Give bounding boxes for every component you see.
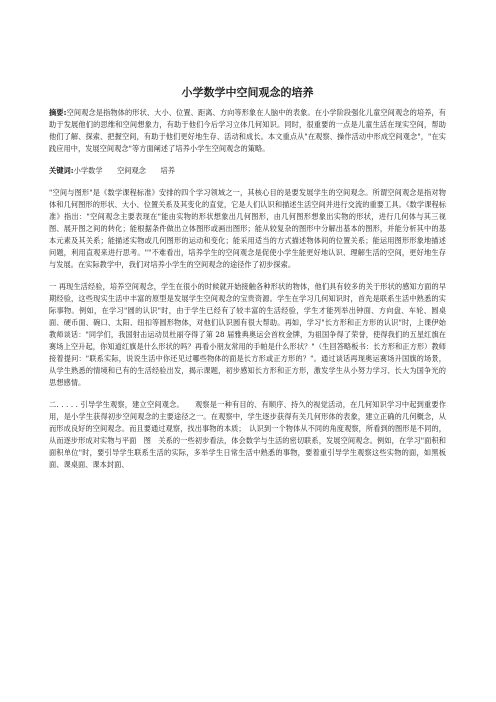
body-paragraph-1: "空间与图形"是《数学课程标准》安排的四个学习领域之一，其核心目的是要发展学生的空间观念。所谓空间观念是指对物体和几何图形的形状、大小、位置关系及其变化的直觉，它是人们认识和描述生活空间并进行交流的重要工具。《数学课程标准》指出："空间观念主要表现在"能由实物的形状想象出几何图形，由几何图形想象出实物的形状，进行几何体与其三视图、展开图之间的转化；能根据条件做出立体图形或画出图形；能从较复杂的图形中分解出基本的图形，并能分析其中的基本元素及其关系；能描述实物或几何图形的运动和变化；能采用适当的方式描述物体间的位置关系；能运用图形形象地描述问题，利用直观来进行思考。""不难看出，培养学生的空间观念是促使小学生能更好地认识、理解生活的空间，更好地生存与发展。在实际教学中，我们对培养小学生的空间观念的途径作了初步探索。 (49, 188, 446, 269)
document-title: 小学数学中空间观念的培养 (181, 86, 314, 99)
abstract-label: 摘要: (49, 108, 67, 117)
keywords-text: 小学数学 空间观念 培养 (73, 166, 175, 175)
keywords (49, 165, 446, 177)
keywords-label: 关键词: (49, 166, 74, 175)
body-paragraph-2: 一 再现生活经验，培养空间观念，学生在很小的时候就开始接触各种形状的物体，他们具有较多的关于形状的感知方面的早期经验，这些现实生活中丰富的原型是发展学生空间观念的宝贵资源。学生在学习几何知识时，首先是联系生活中熟悉的实际事物。例如，在学习"圆的认识"时，由于学生已经有了较丰富的生活经验，学生才能列举出钟面、方向盘、车轮、圆桌面、硬币面、碗口、太阳、纽扣等圆形物体，对他们认识圆有很大帮助。再如，学习"长方形和正方形的认识"时，上课伊始教师谈话："同学们，我国射击运动员杜丽夺得了第 28 届雅典奥运会首枚金牌，为祖国争得了荣誉，使得我们的五星红旗在赛场上空升起，你知道红旗是什么形状的吗？再看小朋友常用的手帕是什么形状？"（生回答略板书：长方形和正方形）教师接着提问："联系实际，说说生活中你还见过哪些物体的面是长方形或正方形的？"。通过谈话再现奥运赛场升国旗的场景，从学生熟悉的情境和已有的生活经验出发，揭示课题，初步感知长方形和正方形，激发学生从小努力学习、长大为国争光的思想感情。 (49, 282, 446, 387)
body-paragraph-3: 二. . . . . 引导学生观察，建立空间观念。 观察是一种有目的、有顺序、持久的视觉活动，在几何知识学习中起到重要作用，是小学生获得初步空间观念的主要途径之一。在观察中，学生逐步获得有关几何形体的表象，建立正确的几何概念，从而形成良好的空间观念。而且要通过观察，找出事物的本质； 认识到一个物体从不同的角度观察，所看到的图形是不同的，从而逐步形成对实物与平面 图 关系的一些初步看法，体会数学与生活的密切联系，发展空间观念。例如，在学习"面积和面积单位"时，要引导学生联系生活的实际，多举学生日常生活中熟悉的事物，要着重引导学生观察这些实物的面，如黑板面、课桌面、课本封面、 (49, 400, 446, 469)
abstract (49, 107, 446, 155)
abstract-text: 空间观念是指物体的形状、大小、位置、距离、方向等形象在人脑中的表象。在小学阶段强化儿童空间观念的培养，有助于发展他们的思维和空间想象力，有助于他们今后学习立体几何知识。同时，很重要的一点是儿童生活在现实空间，帮助他们了解、探索、把握空间，有助于他们更好地生存、活动和成长。本文重点从"在观察、操作活动中形成空间观念"，"在实践应用中，发展空间观念"等方面阐述了培养小学生空间观念的策略。 (49, 108, 447, 153)
